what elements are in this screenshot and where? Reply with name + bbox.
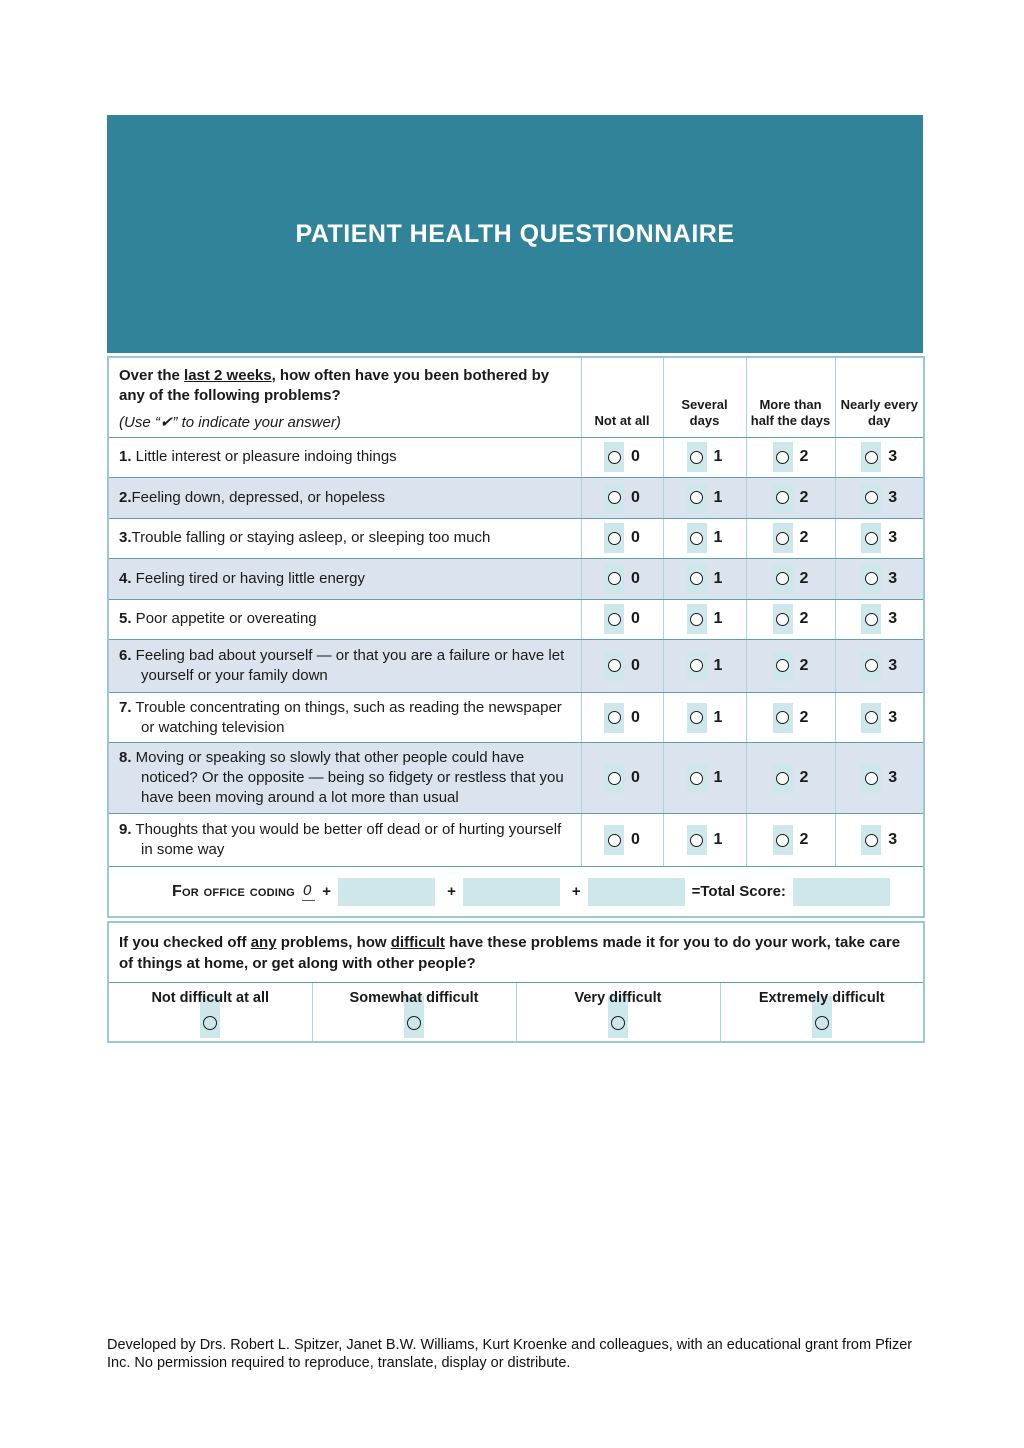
radio-highlight — [861, 703, 881, 733]
question-text: Moving or speaking so slowly that other people could have noticed? Or the opposite — being so fidgety or restless that you have been moving around a lot more than usual — [131, 749, 564, 807]
question-number: 3. — [119, 529, 132, 547]
difficulty-option-label: Somewhat difficult — [349, 990, 479, 1007]
option-value: 2 — [799, 488, 809, 506]
option-value: 3 — [888, 708, 898, 726]
radio-button[interactable] — [608, 834, 621, 847]
question-number: 5. — [119, 610, 132, 628]
underlined-text: difficult — [390, 934, 445, 952]
difficulty-question-row — [108, 922, 924, 983]
radio-button[interactable] — [776, 532, 789, 545]
option-value: 2 — [799, 769, 809, 787]
radio-button[interactable] — [776, 659, 789, 672]
radio-highlight — [604, 442, 624, 472]
radio-highlight — [687, 564, 707, 594]
radio-button[interactable] — [608, 772, 621, 785]
question-row-5 — [108, 599, 924, 639]
plus-sign: + — [571, 883, 581, 901]
radio-button[interactable] — [690, 572, 703, 585]
question-row-7 — [108, 692, 924, 743]
radio-button[interactable] — [776, 613, 789, 626]
difficulty-option-somewhat — [313, 983, 516, 1041]
radio-highlight — [687, 604, 707, 634]
difficulty-option-not-difficult — [109, 983, 312, 1041]
radio-highlight — [687, 523, 707, 553]
office-coding-row — [108, 867, 924, 918]
option-value: 1 — [713, 656, 723, 674]
intro-cell — [108, 357, 581, 437]
difficulty-option-very — [517, 983, 720, 1041]
radio-button[interactable] — [776, 772, 789, 785]
radio-highlight — [861, 564, 881, 594]
option-value: 2 — [799, 569, 809, 587]
radio-highlight — [773, 763, 793, 793]
question-row-1 — [108, 437, 924, 477]
radio-highlight — [861, 604, 881, 634]
radio-button[interactable] — [865, 772, 878, 785]
radio-highlight — [773, 604, 793, 634]
radio-button[interactable] — [865, 532, 878, 545]
office-coding-zero: 0 — [302, 883, 315, 901]
option-value: 3 — [888, 529, 898, 547]
difficulty-option-label: Very difficult — [574, 990, 662, 1007]
radio-button[interactable] — [815, 1016, 829, 1030]
question-row-2 — [108, 477, 924, 518]
difficulty-option-extremely — [721, 983, 924, 1041]
radio-highlight — [604, 703, 624, 733]
option-value: 0 — [631, 831, 640, 849]
radio-button[interactable] — [608, 491, 621, 504]
option-value: 2 — [799, 656, 809, 674]
option-value: 0 — [631, 769, 640, 787]
question-row-9 — [108, 814, 924, 867]
radio-highlight — [604, 564, 624, 594]
questionnaire-sheet — [107, 115, 923, 1043]
intro-question: Over the last 2 weeks, how often have you been bothered by any of the following problems? — [119, 367, 550, 404]
difficulty-table — [107, 921, 925, 1043]
radio-button[interactable] — [690, 711, 703, 724]
radio-highlight — [687, 442, 707, 472]
office-coding-label: For office coding — [172, 882, 295, 900]
radio-button[interactable] — [865, 711, 878, 724]
question-number: 9. — [119, 821, 132, 839]
radio-highlight — [604, 651, 624, 681]
option-value: 0 — [631, 529, 640, 547]
option-value: 0 — [631, 488, 640, 506]
radio-highlight — [773, 523, 793, 553]
option-value: 1 — [713, 708, 723, 726]
footer-line-1: Developed by Drs. Robert L. Spitzer, Janet B.W. Williams, Kurt Kroenke and colleagues, with an educational grant from Pfizer — [107, 1337, 913, 1353]
radio-highlight — [687, 651, 707, 681]
checkmark-icon: ✔ — [159, 413, 173, 431]
difficulty-option-label: Extremely difficult — [758, 990, 885, 1007]
option-value: 3 — [888, 569, 898, 587]
radio-highlight — [773, 825, 793, 855]
plus-sign: + — [447, 883, 456, 901]
radio-button[interactable] — [865, 659, 878, 672]
option-value: 3 — [888, 448, 898, 466]
footer-line-2: Inc. No permission required to reproduce, translate, display or distribute. — [107, 1355, 571, 1372]
radio-button[interactable] — [865, 834, 878, 847]
radio-button[interactable] — [865, 572, 878, 585]
question-text: Feeling tired or having little energy — [131, 569, 365, 587]
question-row-8 — [108, 743, 924, 814]
option-value: 1 — [713, 610, 723, 628]
difficulty-option-label: Not difficult at all — [151, 990, 270, 1007]
question-number: 7. — [119, 698, 132, 716]
option-value: 3 — [888, 831, 898, 849]
radio-button[interactable] — [608, 711, 621, 724]
radio-button[interactable] — [608, 532, 621, 545]
score-box-1[interactable] — [338, 878, 435, 906]
option-value: 2 — [799, 448, 809, 466]
radio-button[interactable] — [776, 711, 789, 724]
question-number: 6. — [119, 646, 132, 664]
total-score-label: =Total Score: — [691, 883, 786, 901]
question-row-6 — [108, 639, 924, 692]
underlined-text: any — [250, 934, 277, 952]
radio-button[interactable] — [608, 572, 621, 585]
radio-highlight — [773, 564, 793, 594]
radio-button[interactable] — [690, 834, 703, 847]
footer-credit — [107, 1336, 927, 1373]
option-value: 0 — [631, 448, 640, 466]
radio-button[interactable] — [865, 491, 878, 504]
option-value: 1 — [713, 831, 723, 849]
radio-button[interactable] — [690, 491, 703, 504]
column-header-more-than-half: More than half the days — [746, 357, 835, 437]
radio-button[interactable] — [776, 834, 789, 847]
page-title: PATIENT HEALTH QUESTIONNAIRE — [295, 219, 735, 248]
question-number: 4. — [119, 569, 132, 587]
radio-highlight — [861, 763, 881, 793]
option-value: 3 — [888, 488, 898, 506]
radio-button[interactable] — [690, 613, 703, 626]
radio-highlight — [604, 483, 624, 513]
radio-button[interactable] — [690, 659, 703, 672]
radio-highlight — [773, 442, 793, 472]
underlined-text: last 2 weeks — [184, 367, 272, 384]
radio-highlight — [604, 763, 624, 793]
option-value: 1 — [713, 488, 723, 506]
question-text: Feeling down, depressed, or hopeless — [131, 488, 386, 506]
option-value: 2 — [799, 529, 809, 547]
header-row — [108, 357, 924, 437]
radio-button[interactable] — [690, 532, 703, 545]
option-value: 3 — [888, 610, 898, 628]
radio-button[interactable] — [608, 451, 621, 464]
radio-button[interactable] — [865, 613, 878, 626]
radio-button[interactable] — [608, 613, 621, 626]
question-text: Little interest or pleasure indoing things — [131, 448, 397, 466]
question-number: 2. — [119, 488, 132, 506]
radio-highlight — [773, 703, 793, 733]
option-value: 0 — [631, 656, 640, 674]
radio-highlight — [687, 825, 707, 855]
question-text: Trouble concentrating on things, such as reading the newspaper or watching television — [131, 698, 562, 736]
score-box-2[interactable] — [463, 878, 560, 906]
radio-highlight — [773, 483, 793, 513]
option-value: 2 — [799, 831, 809, 849]
column-header-several-days: Several days — [663, 357, 746, 437]
radio-button[interactable] — [690, 451, 703, 464]
question-text: Trouble falling or staying asleep, or sleeping too much — [131, 529, 491, 547]
radio-highlight — [604, 604, 624, 634]
phq9-table — [107, 356, 925, 918]
total-score-box[interactable] — [793, 878, 890, 906]
question-text: Feeling bad about yourself — or that you are a failure or have let yourself or your family down — [131, 646, 565, 684]
radio-highlight — [687, 703, 707, 733]
radio-highlight — [687, 483, 707, 513]
question-row-4 — [108, 558, 924, 599]
option-value: 0 — [631, 708, 640, 726]
radio-button[interactable] — [776, 451, 789, 464]
plus-sign: + — [322, 883, 332, 901]
option-value: 3 — [888, 656, 898, 674]
score-box-3[interactable] — [588, 878, 685, 906]
option-value: 1 — [713, 529, 723, 547]
column-header-nearly-every-day: Nearly every day — [835, 357, 924, 437]
radio-highlight — [861, 442, 881, 472]
header-banner — [107, 115, 923, 353]
question-number: 1. — [119, 448, 132, 466]
option-value: 0 — [631, 569, 640, 587]
option-value: 1 — [713, 448, 723, 466]
column-header-not-at-all: Not at all — [581, 357, 663, 437]
option-value: 2 — [799, 708, 809, 726]
radio-highlight — [687, 763, 707, 793]
difficulty-question: If you checked off any problems, how difficult have these problems made it for you to do your work, take care of things at home, or get along with other people? — [108, 922, 924, 983]
radio-highlight — [861, 651, 881, 681]
question-number: 8. — [119, 749, 132, 767]
radio-highlight — [604, 523, 624, 553]
radio-button[interactable] — [776, 491, 789, 504]
option-value: 1 — [713, 569, 723, 587]
difficulty-options-row — [108, 983, 924, 1043]
radio-button[interactable] — [865, 451, 878, 464]
radio-highlight — [861, 483, 881, 513]
radio-highlight — [604, 825, 624, 855]
question-text: Thoughts that you would be better off dead or of hurting yourself in some way — [131, 821, 562, 859]
option-value: 2 — [799, 610, 809, 628]
radio-highlight — [773, 651, 793, 681]
radio-highlight — [861, 523, 881, 553]
option-value: 3 — [888, 769, 898, 787]
option-value: 0 — [631, 610, 640, 628]
intro-instruction: (Use “✔” to indicate your answer) — [119, 413, 341, 431]
question-row-3 — [108, 518, 924, 558]
option-value: 1 — [713, 769, 723, 787]
radio-button[interactable] — [776, 572, 789, 585]
question-text: Poor appetite or overeating — [131, 610, 317, 628]
radio-highlight — [861, 825, 881, 855]
radio-button[interactable] — [608, 659, 621, 672]
radio-button[interactable] — [690, 772, 703, 785]
